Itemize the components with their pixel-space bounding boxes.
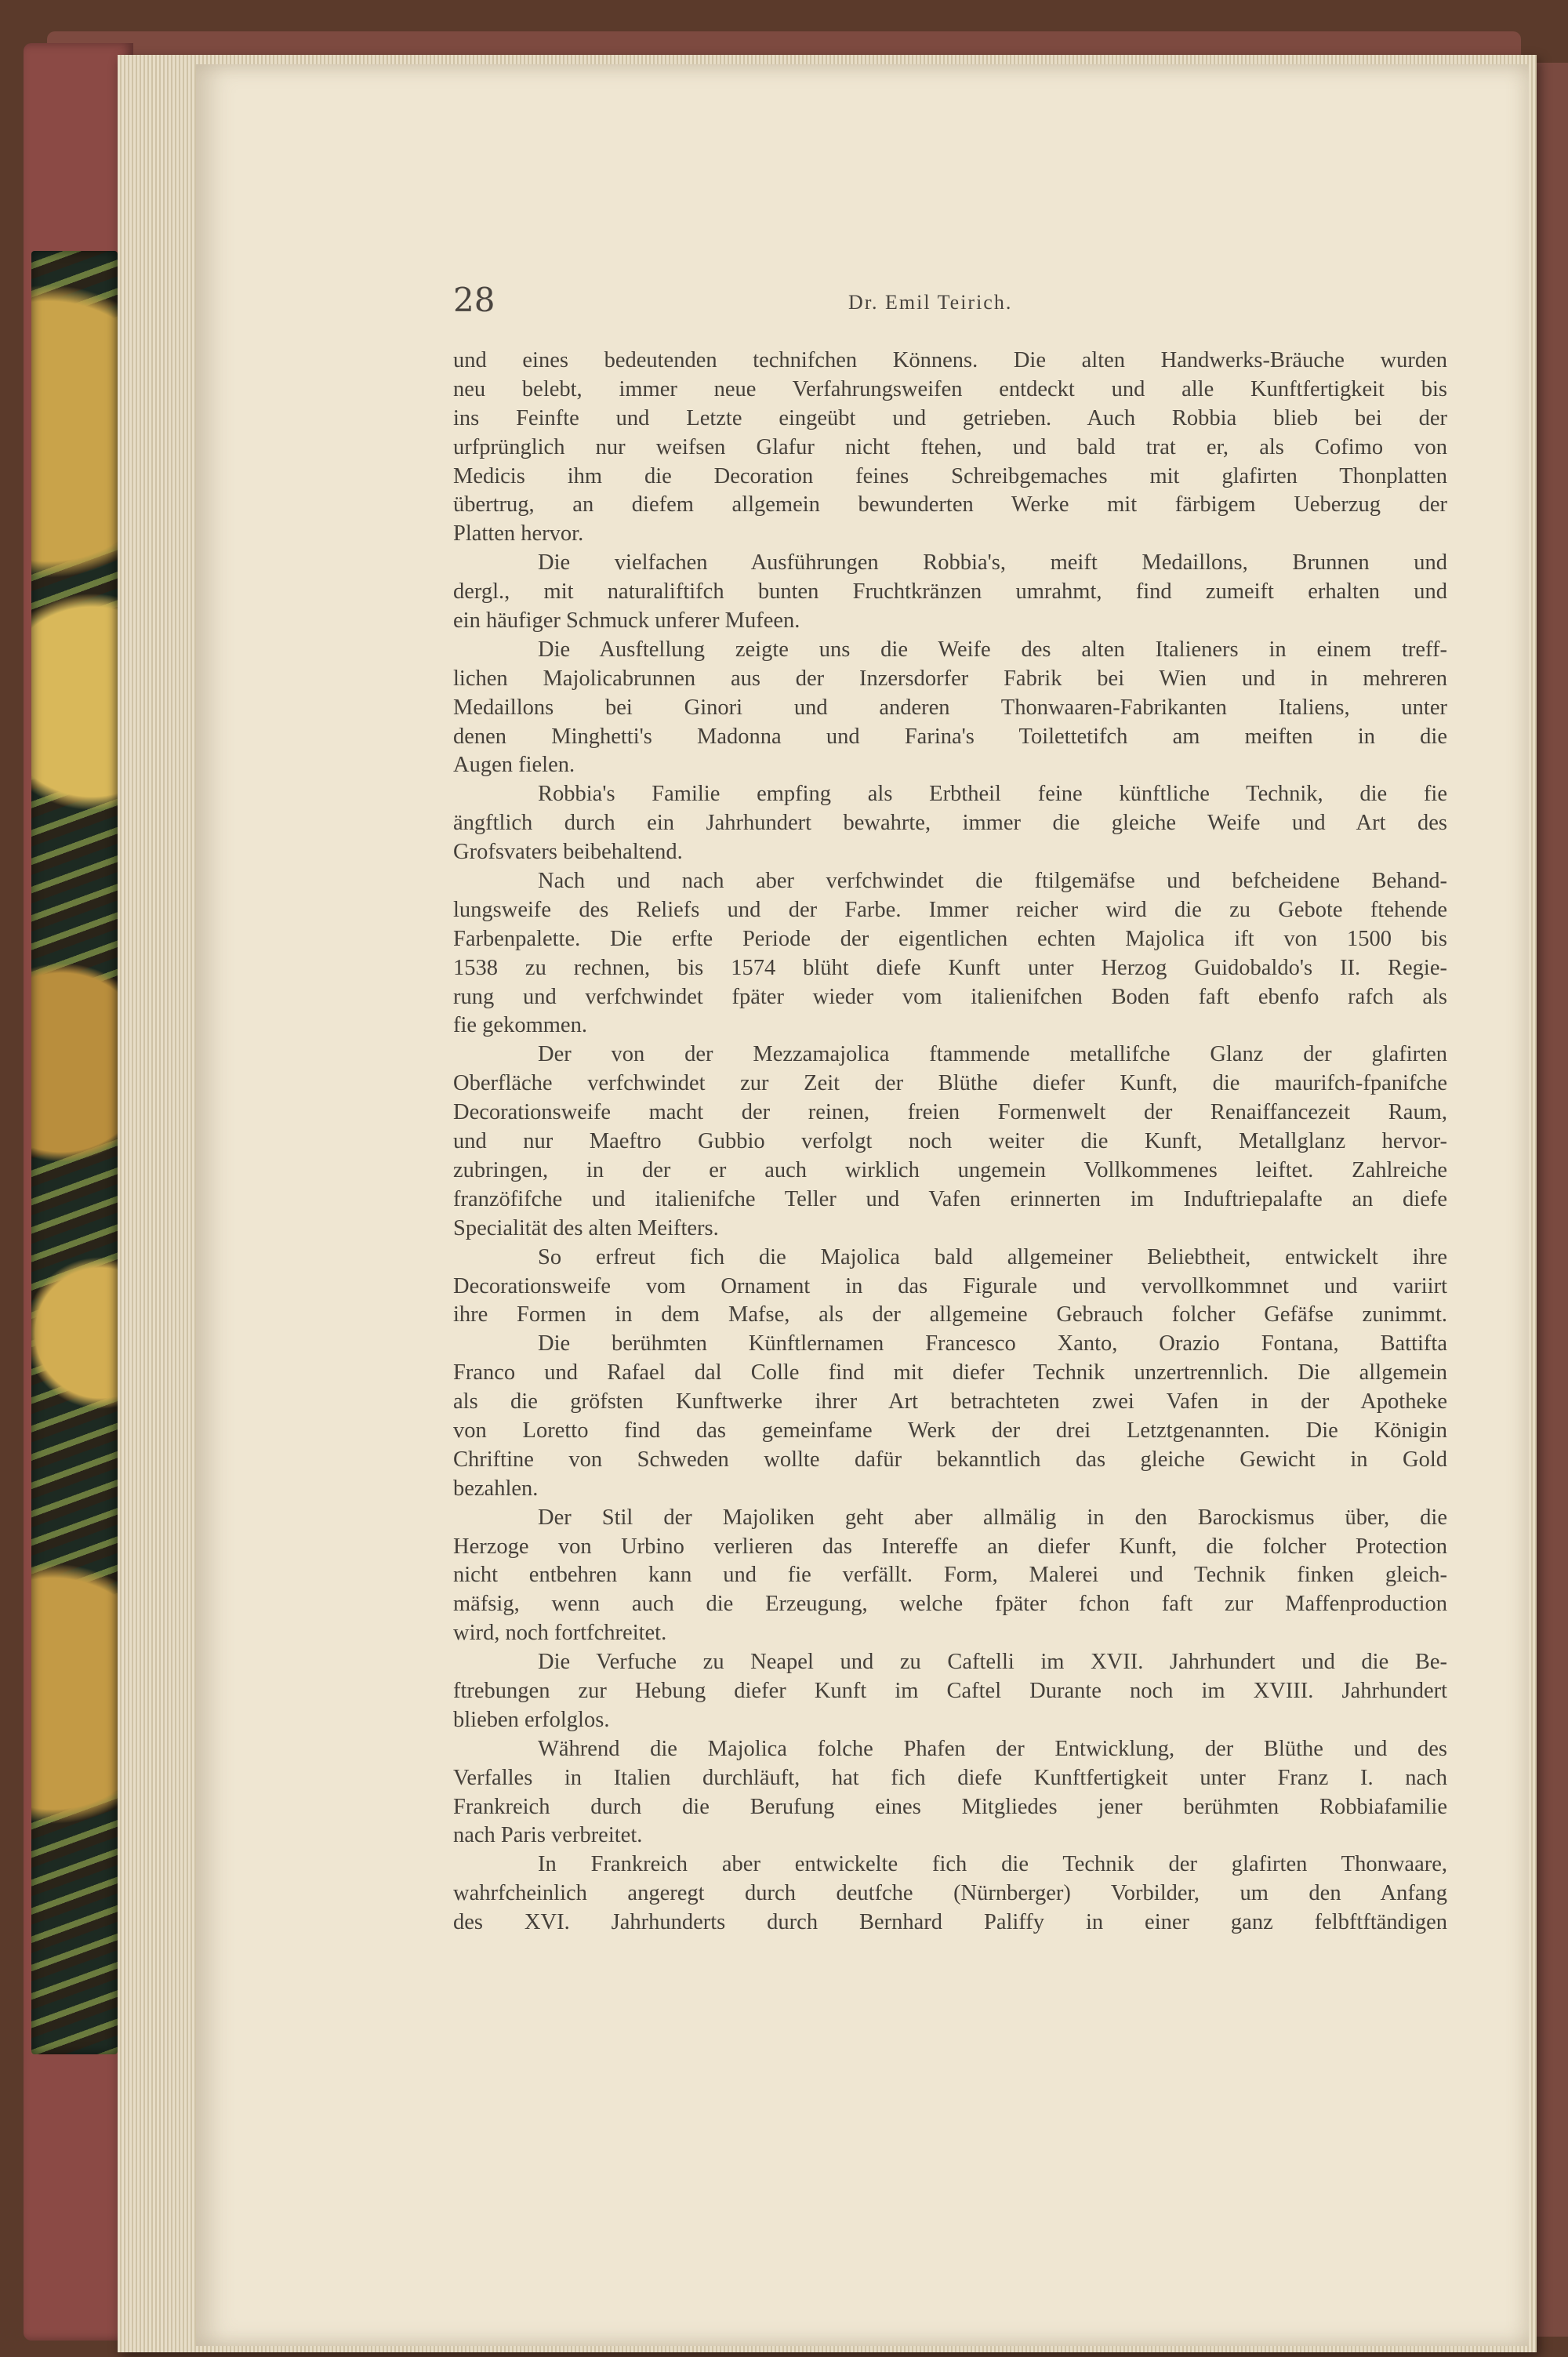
text-line: Franco und Rafael dal Colle find mit diefer Technik unzertrennlich. Die allgemein (453, 1360, 1447, 1386)
text-line: übertrug, an diefem allgemein bewunderten Werke mit färbigem Ueberzug der (453, 492, 1447, 518)
page-number: 28 (453, 281, 495, 319)
text-line: franzöfifche und italienifche Teller und Vafen erinnerten im Induftriepalafte an diefe (453, 1186, 1447, 1211)
text-line: ftrebungen zur Hebung diefer Kunft im Caftel Durante noch im XVIII. Jahrhundert (453, 1678, 1447, 1703)
text-line: bezahlen. (453, 1476, 539, 1501)
text-line: Medicis ihm die Decoration feines Schreibgemaches mit glafirten Thonplatten (453, 463, 1447, 488)
text-line: Die Verfuche zu Neapel und zu Caftelli im XVII. Jahrhundert und die Be- (538, 1650, 1447, 1675)
text-line: wahrfcheinlich angeregt durch deutfche (Nürnberger) Vorbilder, um den Anfang (453, 1881, 1447, 1906)
text-line: lichen Majolicabrunnen aus der Inzersdorfer Fabrik bei Wien und in mehreren (453, 666, 1447, 691)
text-line: zubringen, in der er auch wirklich ungemein Vollkommenes leiftet. Zahlreiche (453, 1157, 1447, 1182)
body-text (453, 347, 1447, 1938)
text-line: mäfsig, wenn auch die Erzeugung, welche fpäter fchon faft zur Maffenproduction (453, 1592, 1447, 1617)
page-header (453, 281, 1447, 320)
text-line: Nach und nach aber verfchwindet die ftilgemäfse und befcheidene Behand- (538, 869, 1447, 894)
text-line: Decorationsweife macht der reinen, freien Formenwelt der Renaiffancezeit Raum, (453, 1100, 1447, 1125)
text-line: Frankreich durch die Berufung eines Mitgliedes jener berühmten Robbiafamilie (453, 1794, 1447, 1819)
text-line: Die vielfachen Ausführungen Robbia's, meift Medaillons, Brunnen und (538, 550, 1447, 576)
text-line: In Frankreich aber entwickelte fich die Technik der glafirten Thonwaare, (538, 1852, 1447, 1877)
text-line: Medaillons bei Ginori und anderen Thonwaaren-Fabrikanten Italiens, unter (453, 695, 1447, 720)
text-line: Verfalles in Italien durchläuft, hat fich diefe Kunftfertigkeit unter Franz I. nach (453, 1765, 1447, 1790)
text-line: Herzoge von Urbino verlieren das Intereffe an diefer Kunft, die folcher Protection (453, 1534, 1447, 1559)
text-line: Oberfläche verfchwindet zur Zeit der Blüthe diefer Kunft, die maurifch-fpanifche (453, 1071, 1447, 1096)
text-line: Die berühmten Künftlernamen Francesco Xanto, Orazio Fontana, Battifta (538, 1331, 1447, 1356)
text-line: Platten hervor. (453, 521, 584, 547)
text-line: ein häufiger Schmuck unferer Mufeen. (453, 608, 800, 634)
text-line: ins Feinfte und Letzte eingeübt und getrieben. Auch Robbia blieb bei der (453, 405, 1447, 430)
text-line: neu belebt, immer neue Verfahrungsweifen entdeckt und alle Kunftfertigkeit bis (453, 376, 1447, 401)
text-line: dergl., mit naturaliftifch bunten Fruchtkränzen umrahmt, find zumeift erhalten und (453, 579, 1447, 605)
text-line: ihre Formen in dem Mafse, als der allgemeine Gebrauch folcher Gefäfse zunimmt. (453, 1302, 1447, 1327)
text-line: Robbia's Familie empfing als Erbtheil feine künftliche Technik, die fie (538, 782, 1447, 807)
text-line: Grofsvaters beibehaltend. (453, 840, 683, 865)
text-line: fie gekommen. (453, 1013, 587, 1038)
marbled-endpaper (31, 251, 118, 2054)
text-line: wird, noch fortfchreitet. (453, 1621, 667, 1646)
text-line: 1538 zu rechnen, bis 1574 blüht diefe Kunft unter Herzog Guidobaldo's II. Regie- (453, 955, 1447, 980)
text-line: Die Ausftellung zeigte uns die Weife des alten Italieners in einem treff- (538, 637, 1447, 662)
text-line: des XVI. Jahrhunderts durch Bernhard Paliffy in einer ganz felbftftändigen (453, 1910, 1447, 1935)
text-line: und nur Maeftro Gubbio verfolgt noch weiter die Kunft, Metallglanz hervor- (453, 1129, 1447, 1154)
text-line: nach Paris verbreitet. (453, 1823, 643, 1848)
text-line: denen Minghetti's Madonna und Farina's Toilettetifch am meiften in die (453, 724, 1447, 749)
text-line: von Loretto find das gemeinfame Werk der drei Letztgenannten. Die Königin (453, 1418, 1447, 1443)
text-line: Der von der Mezzamajolica ftammende metallifche Glanz der glafirten (538, 1042, 1447, 1067)
text-line: Der Stil der Majoliken geht aber allmälig in den Barockismus über, die (538, 1505, 1447, 1530)
text-line: Farbenpalette. Die erfte Periode der eigentlichen echten Majolica ift von 1500 bis (453, 926, 1447, 951)
text-line: als die gröfsten Kunftwerke ihrer Art betrachteten zwei Vafen in der Apotheke (453, 1389, 1447, 1415)
text-line: rung und verfchwindet fpäter wieder vom italienifchen Boden faft ebenfo rafch als (453, 984, 1447, 1009)
text-line: urfprünglich nur weifsen Glafur nicht ftehen, und bald trat er, als Cofimo von (453, 434, 1447, 459)
text-line: nicht entbehren kann und fie verfällt. Form, Malerei und Technik finken gleich- (453, 1563, 1447, 1588)
text-line: lungsweife des Reliefs und der Farbe. Immer reicher wird die zu Gebote ftehende (453, 897, 1447, 922)
text-line: blieben erfolglos. (453, 1707, 610, 1732)
text-line: Decorationsweife vom Ornament in das Figurale und vervollkommnet und variirt (453, 1273, 1447, 1298)
text-line: Während die Majolica folche Phafen der Entwicklung, der Blüthe und des (538, 1736, 1447, 1761)
text-line: Specialität des alten Meifters. (453, 1215, 719, 1240)
running-head: Dr. Emil Teirich. (848, 291, 1013, 314)
text-line: So erfreut fich die Majolica bald allgemeiner Beliebtheit, entwickelt ihre (538, 1244, 1447, 1269)
text-line: ängftlich durch ein Jahrhundert bewahrte, immer die gleiche Weife und Art des (453, 811, 1447, 836)
text-line: und eines bedeutenden technifchen Könnens. Die alten Handwerks-Bräuche wurden (453, 348, 1447, 372)
text-line: Augen fielen. (453, 753, 575, 778)
text-line: Chriftine von Schweden wollte dafür bekanntlich das gleiche Gewicht in Gold (453, 1447, 1447, 1472)
